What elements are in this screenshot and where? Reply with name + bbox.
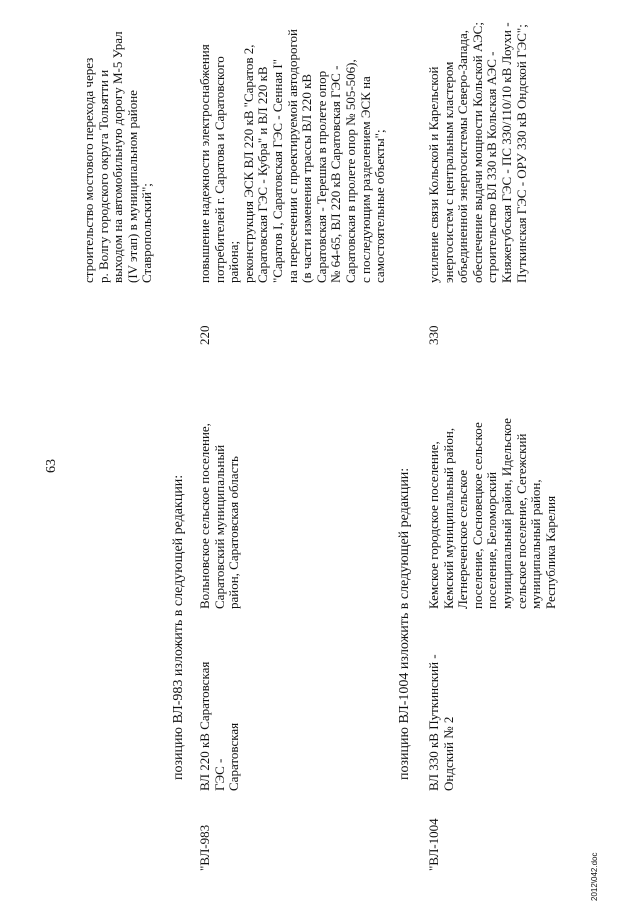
page-number: 63 (44, 459, 59, 473)
footer-filename: 2012\042.doc (590, 852, 599, 901)
row-code-vl983: "ВЛ-983 (197, 824, 212, 871)
top-continuation-text: строительство мостового перехода через р. Волгу городского округа Тольятти и выходом на автомобильную дорогу М-5 Урал (IV этап) в муниципальном районе Ставропольский"; (81, 31, 155, 283)
row-location-vl1004: Кемское городское поселение, Кемский муниципальный район, Летнереченское сельское поселение, Сосновецкое сельское поселение, Беломорский муниципальный район, Идельское сельское поселение, Сегежский муниципальный район, Республика Карелия (426, 418, 558, 609)
row-voltage-vl983: 220 (197, 325, 212, 345)
row-purpose-vl983: повышение надежности электроснабжения потребителей г. Саратова и Саратовского района; реконструкция ЭСК ВЛ 220 кВ "Саратов 2, Саратовская ГЭС - Кубра" и ВЛ 220 кВ "Саратов I, Саратовская ГЭС - Сенная I" на пересечении с проектируемой автодорогой (в части изменения трассы ВЛ 220 кВ Саратовская - Терешка в пролете опор № 64-65, ВЛ 220 кВ Саратовская ГЭС - Саратовская в пролете опор № 505-506), с последующим разделением ЭСК на самостоятельные объекты"; (197, 29, 388, 283)
row-name-vl983: ВЛ 220 кВ Саратовская ГЭС - Саратовская (197, 661, 242, 791)
row-location-vl983: Вольновское сельское поселение, Саратовский муниципальный район, Саратовская область (197, 423, 242, 609)
section-heading-vl983: позицию ВЛ-983 изложить в следующей редакции: (171, 474, 186, 780)
row-purpose-vl1004: усиление связи Кольской и Карельской энергосистем с центральным кластером объединенной энергосистемы Северо-Запада, обеспечение выдачи мощности Кольской АЭС; строительство ВЛ 330 кВ Кольская АЭС - Княжегубская ГЭС - ПС 330/110/10 кВ Лоухи - Путкинская ГЭС - ОРУ 330 кВ Ондской ГЭС"; (426, 22, 529, 283)
row-voltage-vl1004: 330 (426, 325, 441, 345)
section-heading-vl1004: позицию ВЛ-1004 изложить в следующей редакции: (397, 467, 412, 780)
row-code-vl1004: "ВЛ-1004 (426, 818, 441, 871)
row-name-vl1004: ВЛ 330 кВ Путкинский - Ондский № 2 (426, 654, 456, 791)
